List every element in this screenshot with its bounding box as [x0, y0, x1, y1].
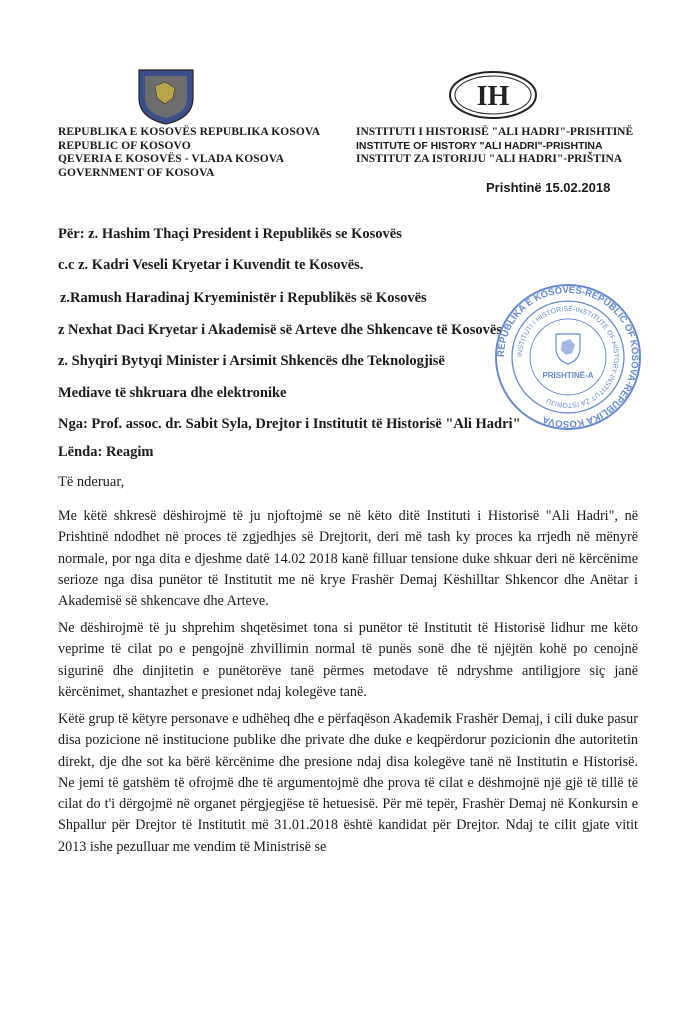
header-line: GOVERNMENT OF KOSOVA — [58, 166, 215, 179]
stamp-center-text: PRISHTINË-A — [542, 371, 594, 380]
header-line: INSTITUTI I HISTORISË "ALI HADRI"-PRISHTINË — [356, 126, 634, 138]
logo-text: IH — [476, 81, 510, 112]
recipient-line: Mediave të shkruara dhe elektronike — [58, 385, 287, 401]
svg-text:INSTITUTI I HISTORISË-INSTITUT — [517, 305, 619, 408]
recipient-line: z Nexhat Daci Kryetar i Akademisë së Arteve dhe Shkencave të Kosovës — [58, 322, 502, 338]
header-line: REPUBLIKA E KOSOVËS REPUBLIKA KOSOVA — [58, 126, 321, 138]
stamp-outer-text: REPUBLIKA E KOSOVËS-REPUBLIC OF KOSOVA-REPUBLIKA KOSOVA — [495, 284, 641, 430]
body-paragraph: Me këtë shkresë dëshirojmë të ju njoftojmë se në këto ditë Instituti i Historisë "Ali Hadri", në Prishtinë ndodhet në proces të zgjedhjes së Drejtorit, deri më tash ky proces ka rrjedh në mënyrë normale, por nga dita e djeshme datë 14.02 2018 kanë filluar tensione duke shkuar deri në kërcënime serioze nga disa punëtor të Institutit me në krye Frashër Demaj Këshilltar Shkencor dhe Anëtar i Akademisë së shkencave dhe Arteve. — [58, 508, 638, 610]
letter-date: Prishtinë 15.02.2018 — [486, 180, 611, 195]
stamp-inner-text: INSTITUTI I HISTORISË-INSTITUTE OF HISTORY-INSTITUT ZA ISTORIJU — [516, 305, 620, 409]
government-header — [58, 126, 320, 180]
institute-logo-icon — [448, 70, 538, 120]
header-line: INSTITUTE OF HISTORY "ALI HADRI"-PRISHTINA — [356, 139, 603, 152]
official-stamp-icon — [488, 282, 648, 432]
header-line: INSTITUT ZA ISTORIJU "ALI HADRI"-PRIŠTINA — [356, 153, 623, 165]
sender-line: Nga: Prof. assoc. dr. Sabit Syla, Drejtor i Institutit të Historisë "Ali Hadri" — [58, 416, 521, 432]
recipient-line: Për: z. Hashim Thaçi President i Republikës se Kosovës — [58, 226, 402, 242]
body-paragraph: Këtë grup të këtyre personave e udhëheq dhe e përfaqëson Akademik Frashër Demaj, i cili duke pasur disa pozicione në institucione publike dhe private dhe duke e keqpërdorur pozicionin dhe autoritetin direkt, dje dhe sot ka bërë kërcënime dhe presione ndaj disa kolegëve tanë në Institutin e Historisë. Ne jemi të gatshëm të ofrojmë dhe të argumentojmë dhe prova të cilat e dëshmojnë një gjë të tillë të cilat do t'i dërgojmë në organet përgjegjëse të hetuesisë. Për më tepër, Frashër Demaj në Konkursin e Shpallur për Drejtor të Institutit më 31.01.2018 është kandidat për Drejtor. Ndaj te cilit gjate vitit 2013 ishe pezulluar me vendim të Ministrisë se — [58, 711, 638, 855]
header-line: REPUBLIC OF KOSOVO — [58, 139, 191, 152]
institute-header — [356, 126, 633, 167]
greeting: Të nderuar, — [58, 474, 125, 490]
recipient-line: c.c z. Kadri Veseli Kryetar i Kuvendit te Kosovës. — [58, 257, 364, 273]
kosovo-coat-of-arms-icon — [135, 58, 197, 126]
subject-line: Lënda: Reagim — [58, 444, 154, 460]
header-line: QEVERIA E KOSOVËS - VLADA KOSOVA — [58, 153, 285, 165]
recipient-line: z. Shyqiri Bytyqi Minister i Arsimit Shkencës dhe Teknologjisë — [58, 353, 445, 369]
body-paragraph: Ne dëshirojmë të ju shprehim shqetësimet tona si punëtor të Institutit të Historisë lidhur me këto veprime të cilat po e pengojnë zhvillimin normal të punës sonë dhe të njëjtën kohë po cenojnë sigurinë dhe dinjitetin e punëtorëve tanë përmes metodave të ndryshme antiligjore siç janë kërcënimet, shantazhet e presionet ndaj kolegëve tanë. — [58, 620, 638, 700]
recipient-line: z.Ramush Haradinaj Kryeministër i Republikës së Kosovës — [60, 290, 427, 306]
